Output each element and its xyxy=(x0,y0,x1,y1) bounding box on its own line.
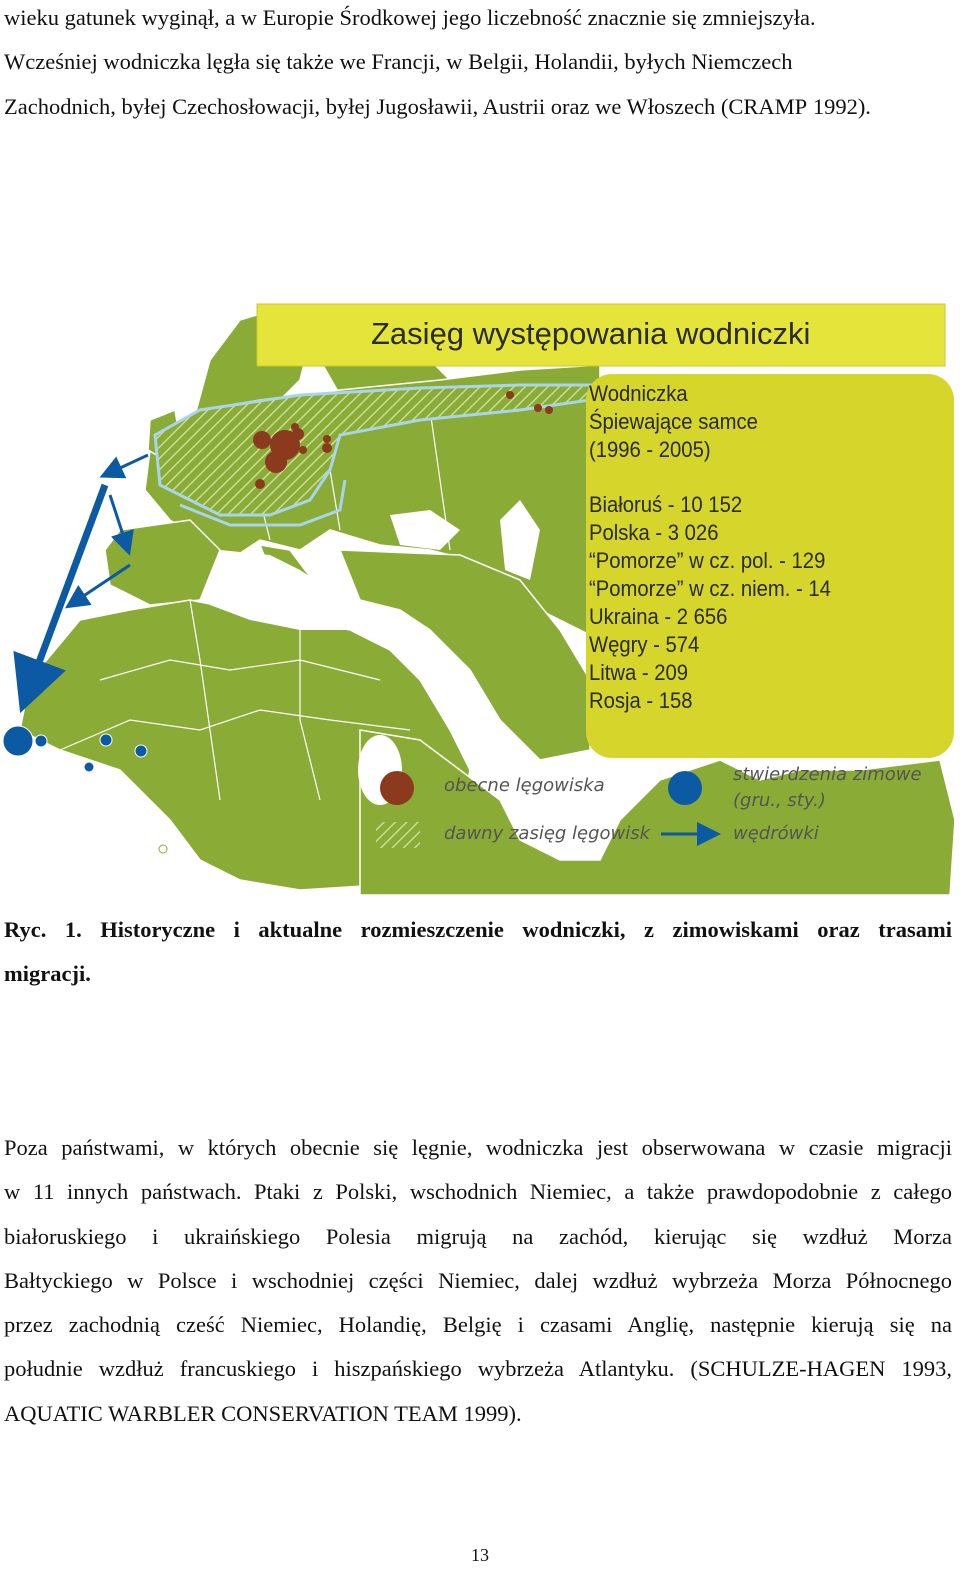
stat-ukraine: Ukraina - 2 656 xyxy=(589,604,728,629)
stat-poland: Polska - 3 026 xyxy=(589,520,719,545)
info-box xyxy=(589,380,886,715)
stat-pomorze-de: “Pomorze” w cz. niem. - 14 xyxy=(589,576,831,601)
citation-schulze-hagen: SCHULZE-HAGEN xyxy=(697,1356,886,1382)
body-paragraph xyxy=(4,1126,952,1436)
stat-hungary: Węgry - 574 xyxy=(589,632,700,657)
map-title: Zasięg występowania wodniczki xyxy=(371,316,811,351)
body-line-6-year: 1993, xyxy=(885,1356,952,1382)
intro-paragraph xyxy=(4,0,952,129)
intro-line-1: wieku gatunek wyginął, a w Europie Środkowej jego liczebność znacznie się zmniejszyła. xyxy=(4,5,816,30)
body-line-1: Poza państwami, w których obecnie się lęgnie, wodniczka jest obserwowana w czasie migracji xyxy=(4,1135,952,1160)
stat-pomorze-pl: “Pomorze” w cz. pol. - 129 xyxy=(589,548,826,573)
stat-belarus: Białoruś - 10 152 xyxy=(589,492,743,517)
legend-range-symbol xyxy=(376,822,420,848)
info-header-line-1: Wodniczka xyxy=(589,381,688,406)
body-line-7-year: 1999). xyxy=(457,1400,522,1426)
distribution-map-figure xyxy=(0,300,960,895)
intro-line-2: Wcześniej wodniczka lęgła się także we Francji, w Belgii, Holandii, byłych Niemczech xyxy=(4,49,793,75)
body-line-5: przez zachodnią cześć Niemiec, Holandię, Belgię i czasami Anglię, następnie kierują się na xyxy=(4,1312,952,1338)
body-line-7 xyxy=(4,1392,952,1436)
intro-line-3-text: Zachodnich, byłej Czechosłowacji, byłej Jugosławii, Austrii oraz we Włoszech ( xyxy=(4,93,729,119)
body-line-2: w 11 innych państwach. Ptaki z Polski, wschodnich Niemiec, a także prawdopodobnie z całego xyxy=(4,1179,952,1205)
caption-line-1: Ryc. 1. Historyczne i aktualne rozmieszczenie wodniczki, z zimowiskami oraz trasami xyxy=(4,917,952,942)
island-marker xyxy=(159,845,167,853)
page-number: 13 xyxy=(471,1545,489,1565)
citation-cramp: CRAMP xyxy=(728,93,808,119)
body-line-3: białoruskiego i ukraińskiego Polesia migrują na zachód, kierując się wzdłuż Morza xyxy=(4,1223,952,1249)
legend-range-label: dawny zasięg lęgowisk xyxy=(444,823,651,844)
caption-line-2: migracji. xyxy=(4,961,91,986)
stat-russia: Rosja - 158 xyxy=(589,688,693,713)
intro-line-3 xyxy=(4,85,952,129)
body-line-4: Bałtyckiego w Polsce i wschodniej części Niemiec, dalej wzdłuż wybrzeża Morza Północnego xyxy=(4,1267,952,1293)
citation-awct: AQUATIC WARBLER CONSERVATION TEAM xyxy=(4,1400,458,1426)
body-line-6 xyxy=(4,1347,952,1391)
legend-winter-sublabel: (gru., sty.) xyxy=(733,790,826,811)
intro-line-3-year: 1992). xyxy=(807,93,871,119)
legend-winter-symbol xyxy=(668,771,702,805)
figure-caption xyxy=(4,908,952,996)
legend-breeding-label: obecne lęgowiska xyxy=(444,775,605,796)
legend-winter-label: stwierdzenia zimowe xyxy=(733,764,922,785)
stat-lithuania: Litwa - 209 xyxy=(589,660,689,685)
legend-breeding-symbol xyxy=(380,771,414,805)
body-line-6-text: południe wzdłuż francuskiego i hiszpańskiego wybrzeża Atlantyku. ( xyxy=(4,1356,698,1382)
legend-migration-label: wędrówki xyxy=(733,823,819,844)
info-header-line-2: Śpiewające samce xyxy=(589,409,758,434)
info-header-line-3: (1996 - 2005) xyxy=(589,437,711,462)
